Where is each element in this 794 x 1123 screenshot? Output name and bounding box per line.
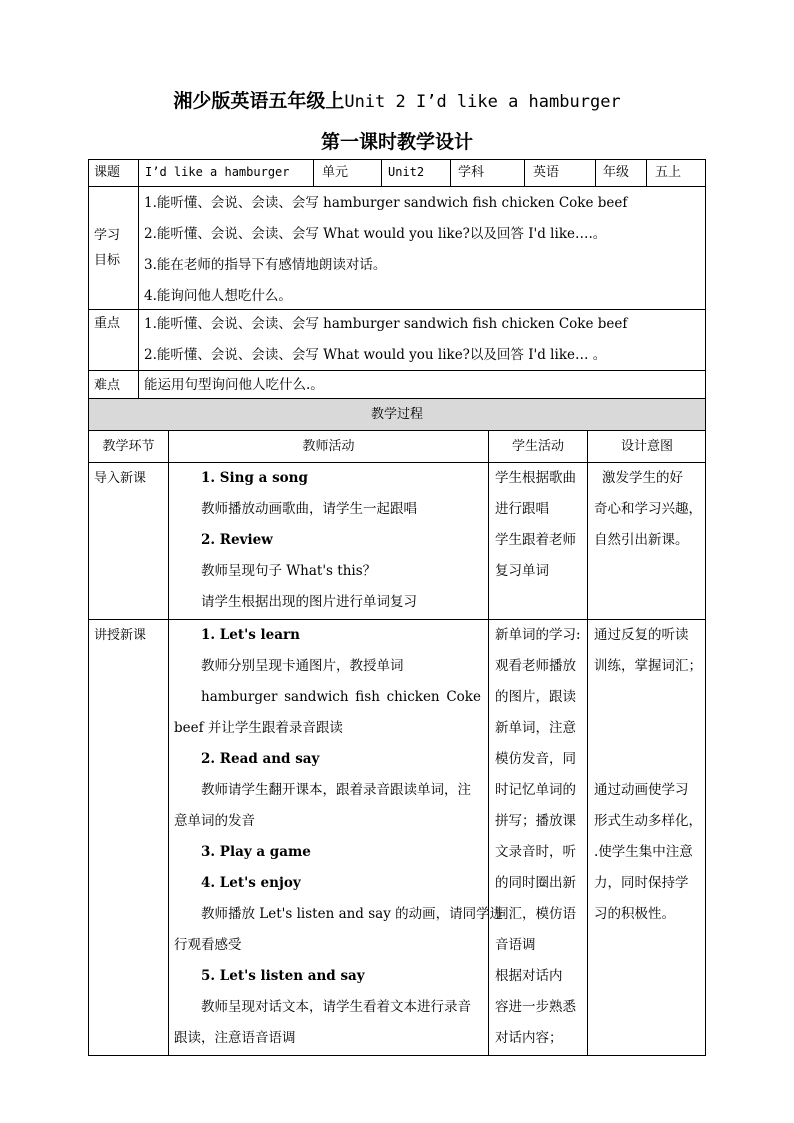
process-title: 教学过程	[370, 407, 423, 422]
goals-label: 学习 目标	[94, 228, 121, 268]
goal-item: 4.能询问他人想吃什么。	[144, 288, 292, 304]
goal-item: 1.能听懂、会说、会读、会写 hamburger sandwich fish chicken Coke beef	[144, 195, 628, 211]
difficulty-label: 难点	[94, 378, 121, 393]
teach-stage: 讲授新课	[94, 628, 147, 643]
goal-item: 3.能在老师的指导下有感情地朗读对话。	[144, 257, 387, 273]
word-list: hamburger sandwich fish chicken Coke	[201, 689, 481, 705]
label-grade: 年级	[603, 165, 630, 180]
value-grade: 五上	[655, 165, 682, 180]
col-header-student: 学生活动	[511, 439, 564, 454]
label-unit: 单元	[322, 165, 349, 180]
key-point-item: 2.能听懂、会说、会读、会写 What would you like?以及回答 I'd like… 。	[144, 347, 607, 363]
difficulty-text: 能运用句型询问他人吃什么.。	[144, 377, 324, 393]
col-header-intent: 设计意图	[620, 439, 673, 454]
value-unit: Unit2	[388, 165, 425, 179]
document-title: 湘少版英语五年级上Unit 2 I’d like a hamburger	[173, 90, 621, 112]
key-points-label: 重点	[94, 316, 121, 331]
value-subject: 英语	[533, 165, 560, 180]
goal-item: 2.能听懂、会说、会读、会写 What would you like?以及回答 I'd like….。	[144, 226, 607, 242]
label-topic: 课题	[94, 165, 121, 180]
col-header-teacher: 教师活动	[302, 439, 355, 454]
value-topic: I’d like a hamburger	[145, 165, 290, 179]
col-header-stage: 教学环节	[102, 439, 155, 454]
key-point-item: 1.能听懂、会说、会读、会写 hamburger sandwich fish chicken Coke beef	[144, 316, 628, 332]
document-subtitle: 第一课时教学设计	[320, 131, 473, 153]
intro-stage: 导入新课	[94, 471, 147, 486]
label-subject: 学科	[458, 165, 485, 180]
